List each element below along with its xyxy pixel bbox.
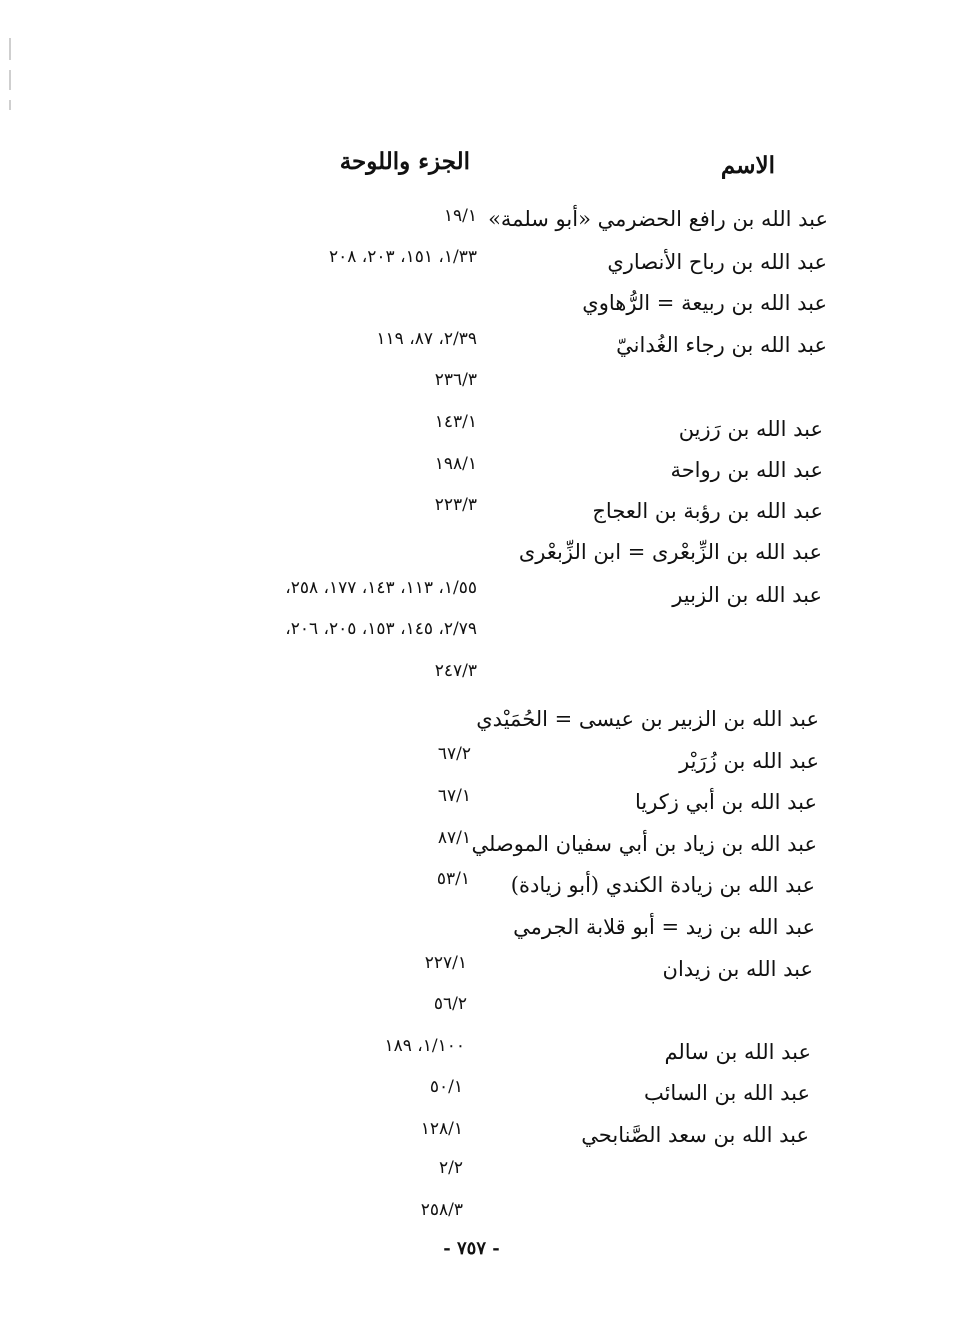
entry-name: عبد الله بن رواحة [670, 458, 823, 482]
margin-mark [9, 38, 11, 60]
entry-ref: ٢٢٣/٣ [434, 495, 477, 515]
entry-ref: ٥٠/١ [429, 1077, 463, 1097]
entry-ref: ٦٧/٢ [437, 744, 471, 764]
entry-name: عبد الله بن الزبير بن عيسى = الحُمَيْدي [476, 707, 819, 731]
page-number [0, 1238, 963, 1259]
entry-ref: ١/٥٥، ١١٣، ١٤٣، ١٧٧، ٢٥٨، [285, 578, 477, 598]
entry-ref: ٥٣/١ [436, 869, 470, 889]
entry-name: عبد الله بن السائب [643, 1081, 810, 1105]
entry-name: عبد الله بن ربيعة = الرُّهاوي [582, 291, 827, 315]
entry-ref: ٢/٢ [439, 1158, 463, 1178]
entry-name: عبد الله بن رَزين [678, 417, 823, 441]
entry-name: عبد الله بن زيدان [662, 957, 813, 981]
margin-mark [9, 100, 11, 110]
entry-name: عبد الله بن زُرَيْر [679, 749, 819, 773]
entry-ref: ٥٦/٢ [433, 994, 467, 1014]
entry-name: عبد الله بن رافع الحضرمي «أبو سلمة» [488, 207, 828, 231]
entry-ref: ٢٥٨/٣ [420, 1200, 463, 1220]
entry-ref: ١٤٣/١ [434, 412, 477, 432]
entry-name: عبد الله بن زيد = أبو قلابة الجرمي [513, 915, 815, 939]
entry-name: عبد الله بن رؤبة بن العجاج [592, 499, 823, 523]
entry-ref: ١٢٨/١ [420, 1119, 463, 1139]
entry-name: عبد الله بن أبي زكريا [634, 790, 817, 814]
column-header-name: الاسم [720, 152, 775, 179]
column-header-volume-folio: الجزء واللوحة [339, 148, 470, 175]
entry-ref: ١/٣٣، ١٥١، ٢٠٣، ٢٠٨ [328, 247, 477, 267]
entry-name: عبد الله بن رجاء الغُدانيّ [616, 333, 827, 357]
entry-name: عبد الله بن الزبير [672, 583, 822, 607]
entry-name: عبد الله بن زياد بن أبي سفيان الموصلي [471, 832, 817, 856]
entry-ref: ٢/٧٩، ١٤٥، ١٥٣، ٢٠٥، ٢٠٦، [285, 619, 477, 639]
entry-name: عبد الله بن سعد الصَّنابحي [581, 1123, 809, 1147]
entry-ref: ٢٤٧/٣ [434, 661, 477, 681]
entry-name: عبد الله بن زيادة الكندي (أبو زيادة) [510, 873, 815, 897]
entry-ref: ١/١٠٠، ١٨٩ [384, 1036, 465, 1056]
page-number-text: - ٧٥٧ - [443, 1238, 500, 1259]
entry-ref: ٢٢٧/١ [424, 953, 467, 973]
entry-name: عبد الله بن الزِّبعْرى = ابن الزِّبعْرى [518, 540, 822, 564]
entry-ref: ١٩٨/١ [434, 454, 477, 474]
margin-mark [9, 70, 11, 90]
entry-ref: ٢٣٦/٣ [434, 370, 477, 390]
entry-ref: ٨٧/١ [437, 828, 471, 848]
entry-ref: ١٩/١ [443, 206, 477, 226]
entry-ref: ٢/٣٩، ٨٧، ١١٩ [376, 329, 477, 349]
entry-ref: ٦٧/١ [437, 786, 471, 806]
entry-name: عبد الله بن رباح الأنصاري [607, 250, 827, 274]
entry-name: عبد الله بن سالم [664, 1040, 811, 1064]
